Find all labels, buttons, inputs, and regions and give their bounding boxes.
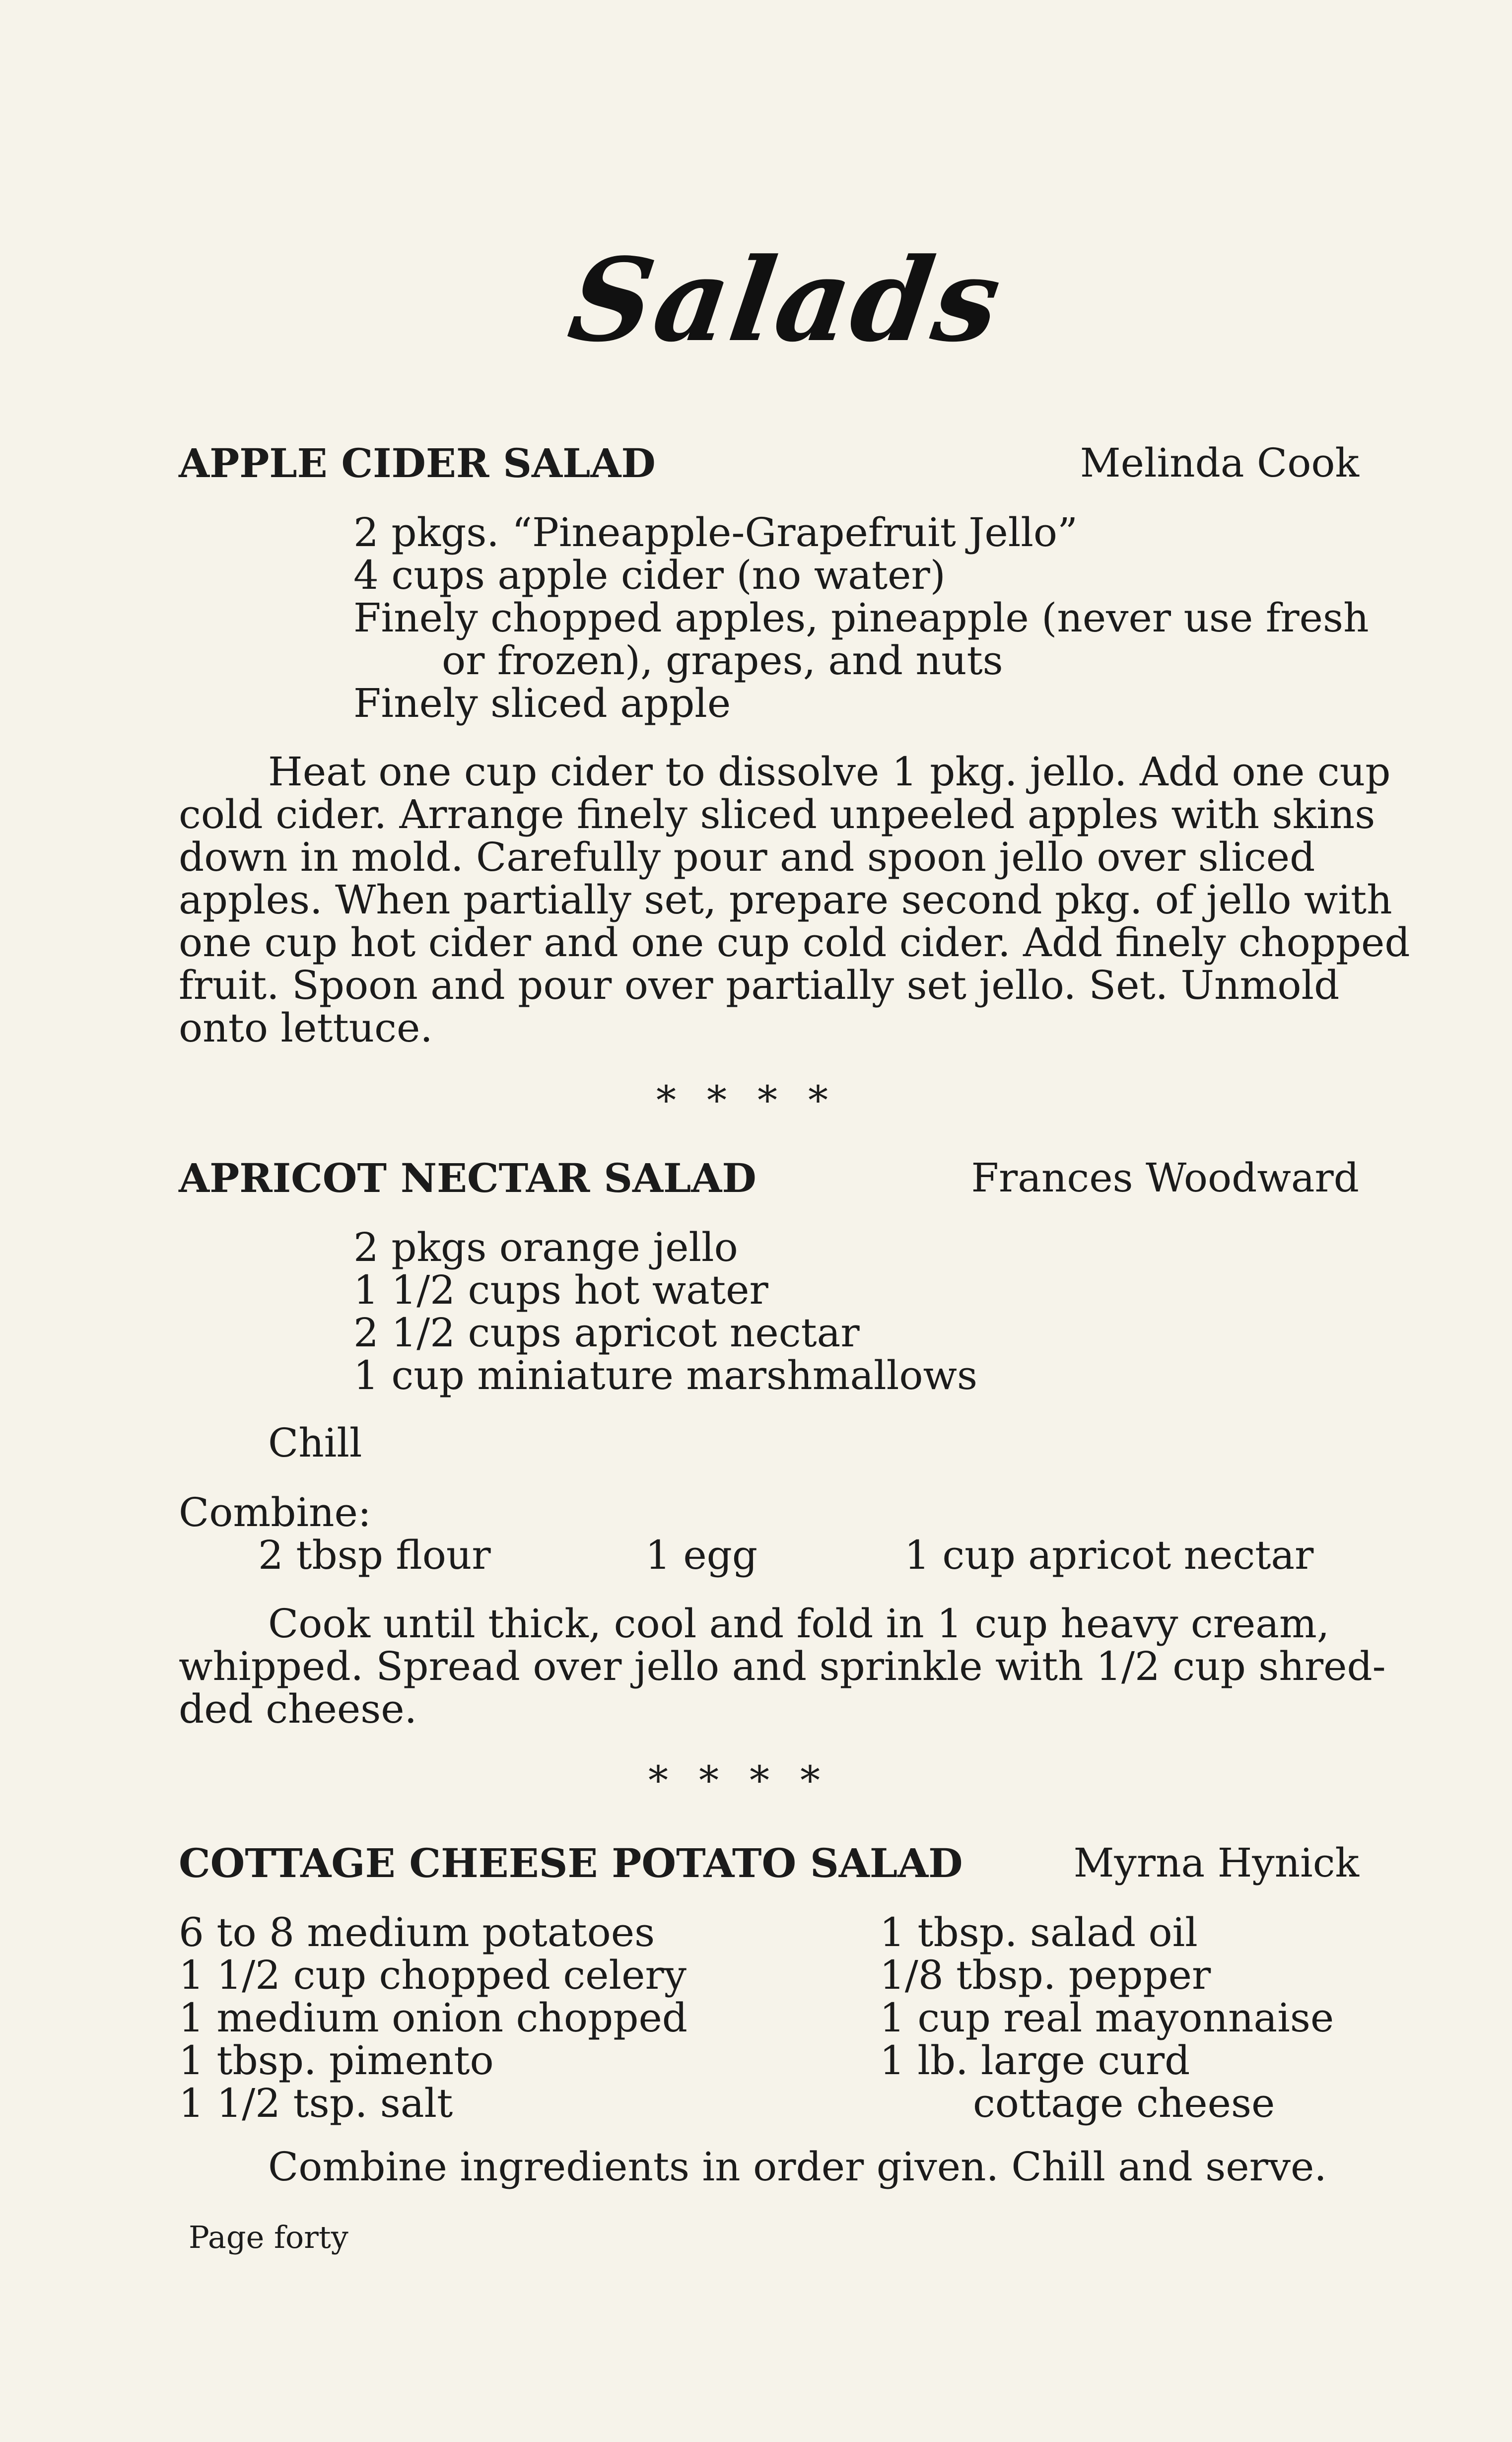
recipe-title: APRICOT NECTAR SALAD [179,1155,756,1201]
direction-line: Heat one cup cider to dissolve 1 pkg. jello. Add one cup [268,749,1391,795]
combine-item: 1 cup apricot nectar [904,1532,1314,1578]
combine-item: 2 tbsp flour [258,1532,491,1578]
ingredient-line: 2 pkgs orange jello [353,1224,738,1270]
ingredient-line: Finely chopped apples, pineapple (never use fresh [353,595,1369,641]
direction-line: Cook until thick, cool and fold in 1 cup heavy cream, [268,1601,1330,1647]
ingredient-line: 2 1/2 cups apricot nectar [353,1310,860,1356]
ingredient-line: 1 1/2 cups hot water [353,1267,768,1313]
ingredient-line: 1 tbsp. salad oil [880,1909,1198,1955]
direction-line: fruit. Spoon and pour over partially set jello. Set. Unmold [179,962,1340,1008]
ingredient-line: 1 tbsp. pimento [179,2037,494,2084]
ingredient-line: 1 cup real mayonnaise [880,1995,1334,2041]
ingredient-line: 6 to 8 medium potatoes [179,1909,655,1955]
direction-line: whipped. Spread over jello and sprinkle with 1/2 cup shred- [179,1643,1386,1689]
ingredient-line: 4 cups apple cider (no water) [353,552,946,598]
direction-line: one cup hot cider and one cup cold cider. Add finely chopped [179,919,1410,966]
combine-label: Combine: [179,1489,371,1535]
recipe-author: Myrna Hynick [1073,1840,1359,1886]
direction-line: ded cheese. [179,1686,417,1732]
ingredient-line: 1/8 tbsp. pepper [880,1952,1211,1998]
ingredient-line: 1 lb. large curd [880,2037,1190,2084]
ingredient-line: or frozen), grapes, and nuts [442,637,1003,684]
page-heading: Salads [561,233,1010,367]
ingredient-line: 2 pkgs. “Pineapple-Grapefruit Jello” [353,509,1078,556]
direction-line: onto lettuce. [179,1005,433,1051]
ingredient-line: 1 cup miniature marshmallows [353,1352,978,1398]
combine-item: 1 egg [645,1532,758,1578]
page-number: Page forty [189,2219,348,2255]
direction-line: apples. When partially set, prepare second pkg. of jello with [179,877,1392,923]
recipe-author: Melinda Cook [1080,440,1359,486]
recipe-title: COTTAGE CHEESE POTATO SALAD [179,1840,963,1886]
separator-stars: **** [656,1077,859,1123]
direction-line: down in mold. Carefully pour and spoon jello over sliced [179,834,1315,880]
ingredient-line: cottage cheese [973,2080,1275,2126]
ingredient-line: 1 medium onion chopped [179,1995,687,2041]
separator-stars: **** [648,1757,851,1804]
ingredient-line: Finely sliced apple [353,680,731,726]
ingredient-line: 1 1/2 cup chopped celery [179,1952,687,1998]
direction-line: cold cider. Arrange finely sliced unpeeled apples with skins [179,791,1375,837]
chill-instruction: Chill [268,1420,362,1466]
ingredient-line: 1 1/2 tsp. salt [179,2080,453,2126]
direction-line: Combine ingredients in order given. Chill and serve. [268,2144,1327,2190]
recipe-author: Frances Woodward [971,1155,1359,1201]
recipe-title: APPLE CIDER SALAD [179,440,656,487]
